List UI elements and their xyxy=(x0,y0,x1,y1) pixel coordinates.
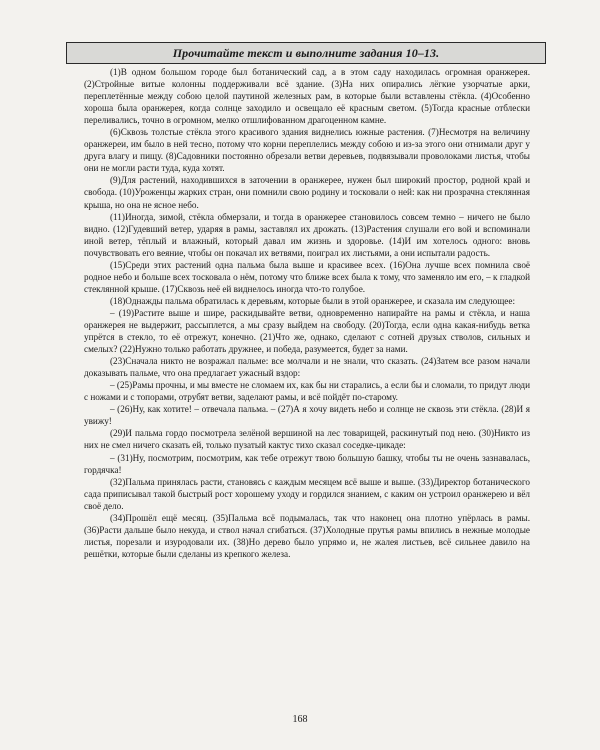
dialogue-paragraph: – (31)Ну, посмотрим, посмотрим, как тебе отрежут твою большую башку, чтобы ты не очень зазнавалась, гордячка! xyxy=(84,452,530,475)
dialogue-paragraph: – (25)Рамы прочны, и мы вместе не сломаем их, как бы ни старались, а если бы и сломали, то придут люди с ножами и с топорами, отрубят ветви, заделают рамы, и всё пойдёт по-старому. xyxy=(84,380,530,403)
paragraph: (18)Однажды пальма обратилась к деревьям, которые были в этой оранжерее, и сказала им следующее: xyxy=(110,295,516,306)
dialogue-paragraph: – (19)Растите выше и шире, раскидывайте ветви, одновременно напирайте на рамы и стёкла, и наша оранжерея не выдержит, рассыплется, а мы сразу выйдем на свободу. (20)Тогда, если одна какая-нибудь ветка упрётся в стекло, то её отрежут, конечно. (21)Что же, однако, сделают с сотней друзых стволов, сильных и смелых? (22)Нужно только работать дружнее, и победа, разумеется, будет за нами. xyxy=(84,307,530,355)
task-header-title: Прочитайте текст и выполните задания 10–13. xyxy=(172,45,440,60)
paragraph: (23)Сначала никто не возражал пальме: все молчали и не знали, что сказать. (24)Затем все разом начали доказывать пальме, что она предлагает ужасный вздор: xyxy=(84,356,530,379)
text-body xyxy=(84,66,530,560)
dialogue-paragraph: – (26)Ну, как хотите! – отвечала пальма. – (27)А я хочу видеть небо и солнце не сквозь эти стёкла. (28)И я увижу! xyxy=(84,404,530,427)
paragraph: (34)Прошёл ещё месяц. (35)Пальма всё подымалась, так что наконец она плотно упёрлась в рамы. (36)Расти дальше было некуда, и ствол начал сгибаться. (37)Холодные прутья рамы впились в нежные молодые листья, порезали и изуродовали их. (38)Но дерево было упрямо и, не жалея листьев, всё сильнее давило на решётки, которые были сделаны из крепкого железа. xyxy=(84,512,530,559)
paragraph: (11)Иногда, зимой, стёкла обмерзали, и тогда в оранжерее становилось совсем темно – ничего не было видно. (12)Гудевший ветер, ударяя в рамы, заставлял их дрожать. (13)Растения слушали его вой и вспоминали иной ветер, тёплый и влажный, который давал им жизнь и здоровье. (14)И им хотелось одного: вновь почувствовать его веяние, чтобы он покачал их ветвями, поиграл их листьями, а они испытали радость. xyxy=(84,211,530,258)
paragraph: (29)И пальма гордо посмотрела зелёной вершиной на лес товарищей, раскинутый под нею. (30)Никто из них не смел ничего сказать ей, только пузатый кактус тихо сказал соседке-цикаде: xyxy=(84,428,530,451)
paragraph: (15)Среди этих растений одна пальма была выше и красивее всех. (16)Она лучше всех помнила своё родное небо и больше всех тосковала о нём, потому что ближе всех была к тому, что заменяло им его, – к гладкой стеклянной крыше. (17)Сквозь неё ей виднелось иногда что-то голубое. xyxy=(84,259,530,294)
task-header-box xyxy=(66,42,546,64)
paragraph: (1)В одном большом городе был ботанический сад, а в этом саду находилась огромная оранжерея. (2)Стройные витые колонны поддерживали всё здание. (3)На них опирались лёгкие узорчатые арки, переплетённые между собою целой паутиной железных рам, в которые были вставлены стёкла. (4)Особенно хороша была оранжерея, когда солнце заходило и освещало её красным светом. (5)Тогда красные отблески переливались, точно в огромном, мелко отшлифованном драгоценном камне. xyxy=(84,67,530,126)
page-number: 168 xyxy=(292,714,308,725)
paragraph: (6)Сквозь толстые стёкла этого красивого здания виднелись южные растения. (7)Несмотря на величину оранжереи, им было в ней тесно, потому что корни переплелись между собою и из-за этого они отнимали друг у друга влагу и пищу. (8)Садовники постоянно обрезали ветви деревьев, подвязывали проволоками листья, чтобы они не могли расти туда, куда хотят. xyxy=(84,127,530,174)
paragraph: (32)Пальма принялась расти, становясь с каждым месяцем всё выше и выше. (33)Директор ботанического сада приписывал такой быстрый рост хорошему уходу и гордился знанием, с каким он устроил оранжерею и вёл своё дело. xyxy=(84,476,530,511)
paragraph: (9)Для растений, находившихся в заточении в оранжерее, нужен был широкий простор, родной край и свобода. (10)Уроженцы жарких стран, они помнили свою родину и тосковали о ней: как ни прозрачна стеклянная крыша, но она не ясное небо. xyxy=(84,175,530,210)
